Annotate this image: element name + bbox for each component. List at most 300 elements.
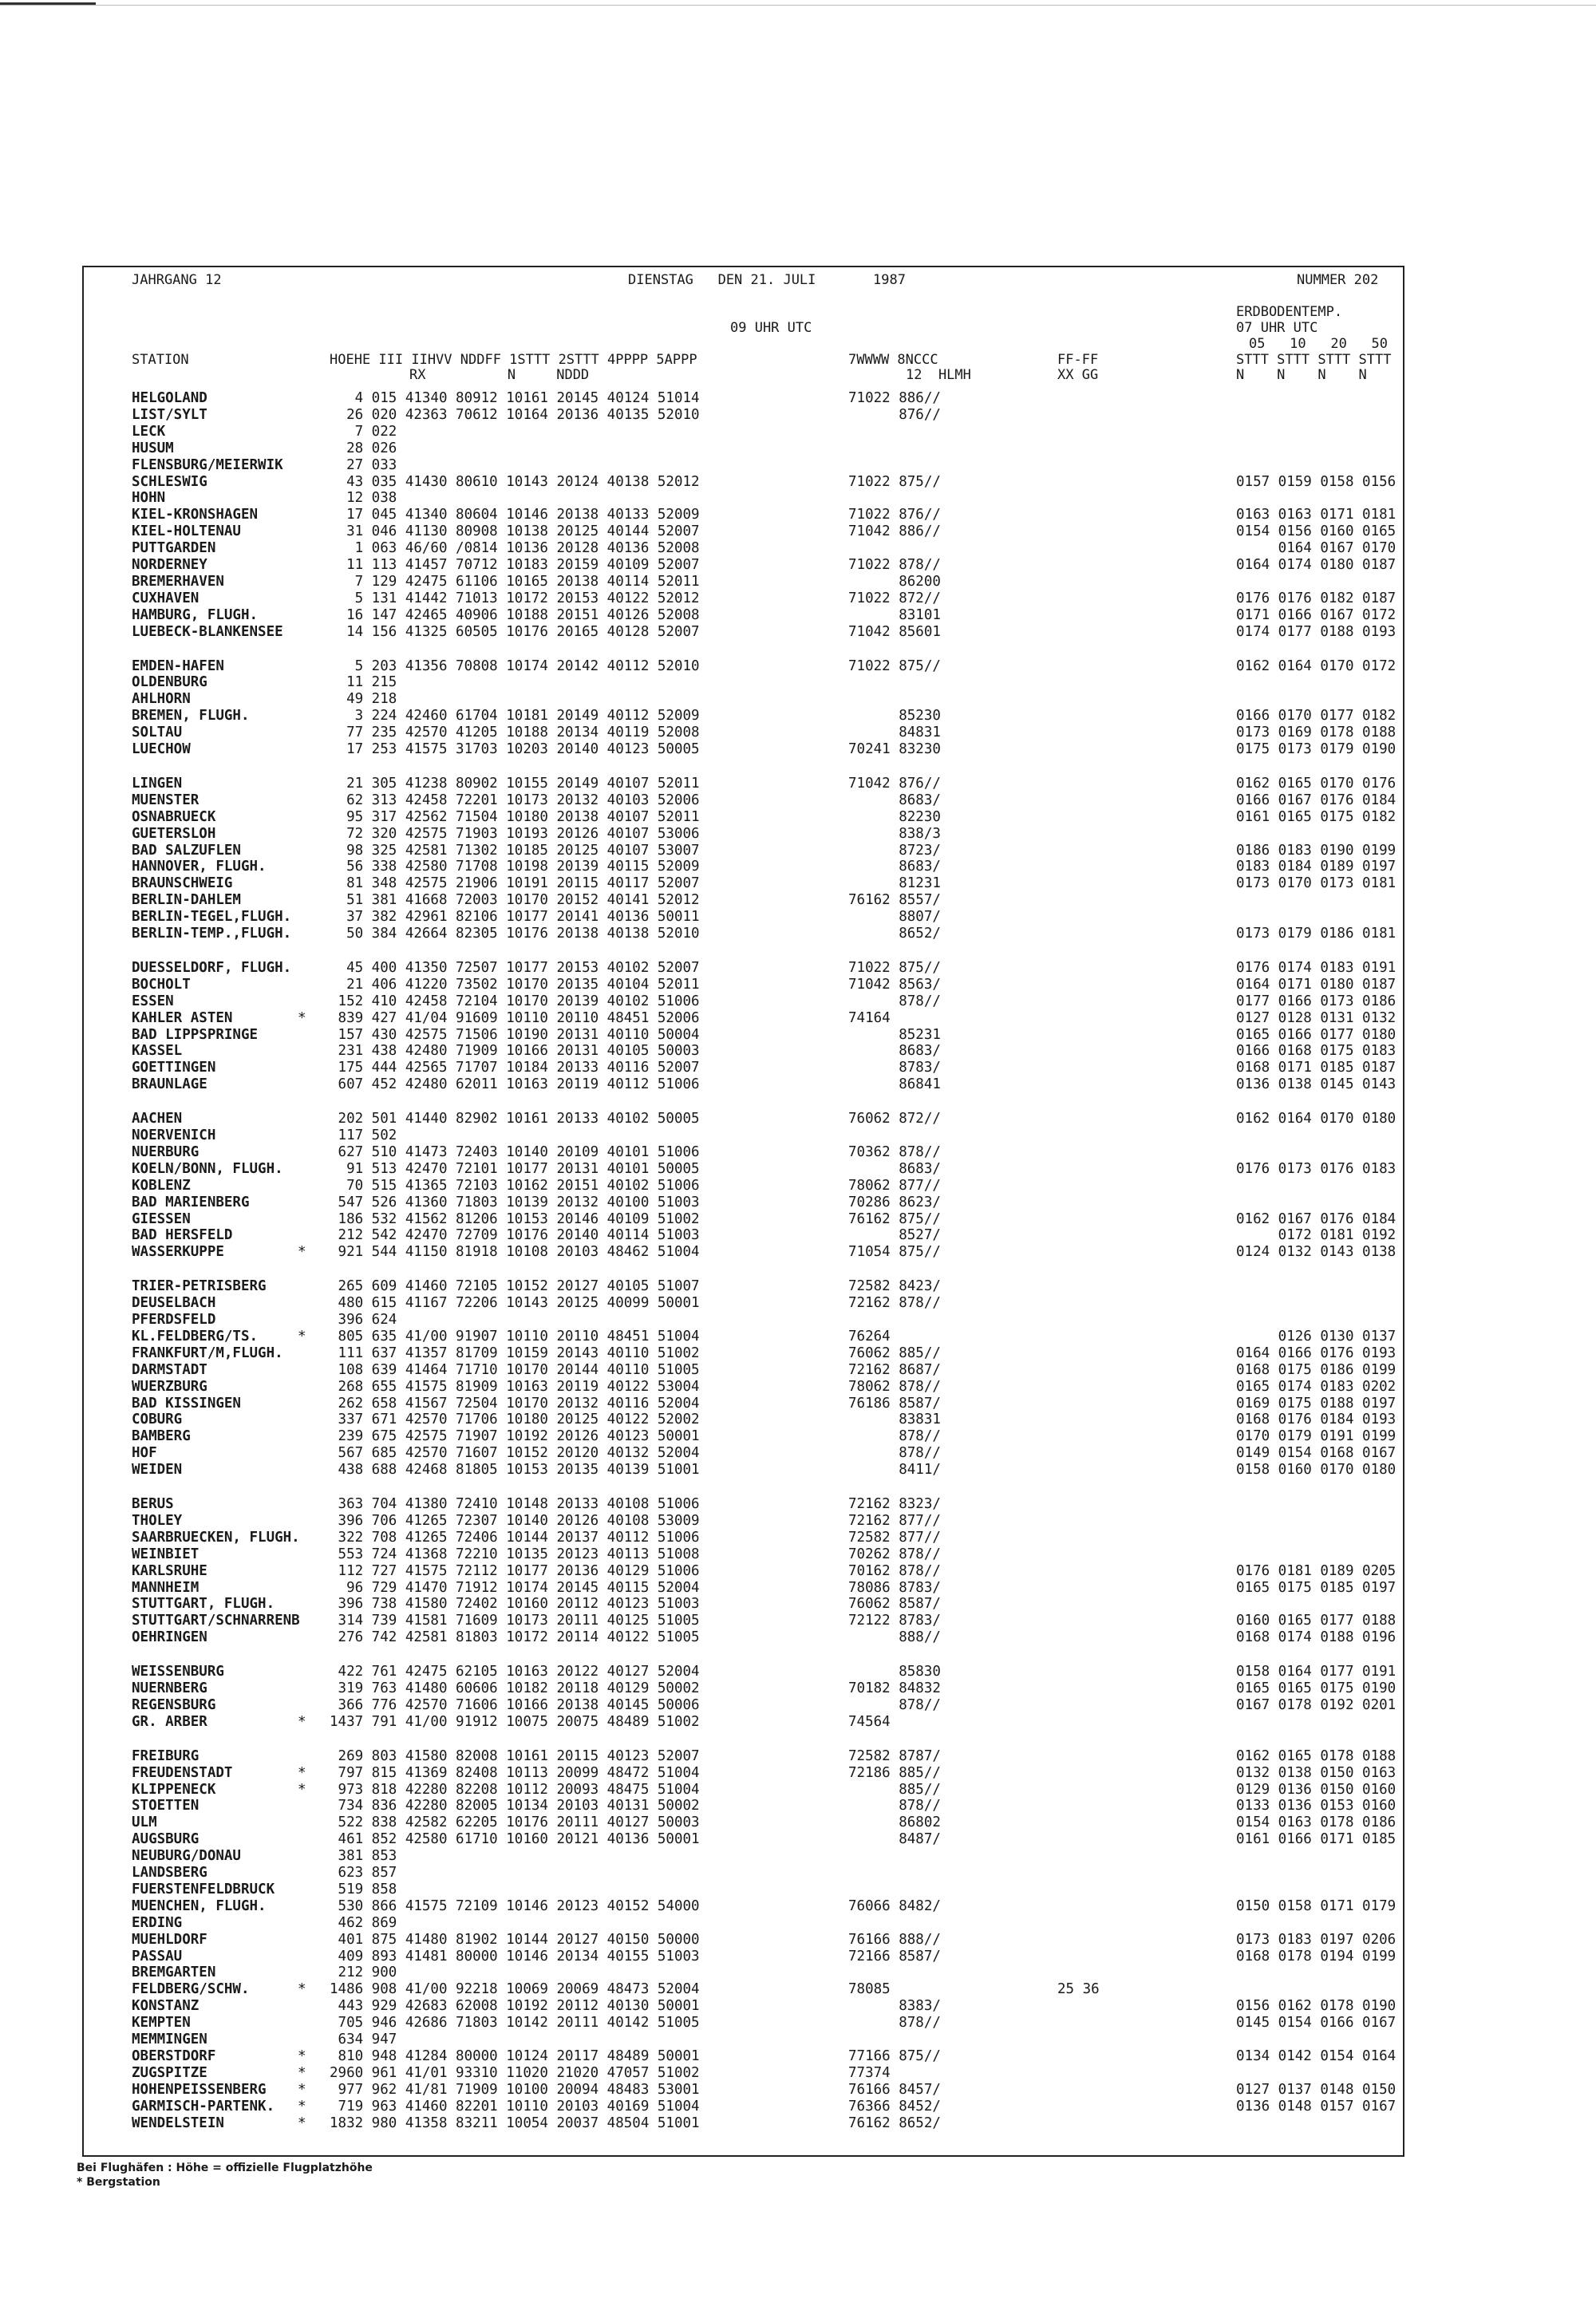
station-name: GUETERSLOH xyxy=(132,825,216,842)
station-name: DEUSELBACH xyxy=(132,1295,216,1312)
soil-temps: 0164 0171 0180 0187 xyxy=(1236,976,1396,993)
soil-temps: 0176 0181 0189 0205 xyxy=(1236,1562,1396,1579)
station-name: MUEHLDORF xyxy=(132,1931,207,1948)
weather-cloud-codes: 885// xyxy=(848,1781,941,1798)
weather-cloud-codes: 8383/ xyxy=(848,1998,941,2015)
station-name: LUEBECK-BLANKENSEE xyxy=(132,623,283,640)
soil-temps: 0167 0178 0192 0201 xyxy=(1236,1696,1396,1713)
weather-cloud-codes: 878// xyxy=(848,1428,941,1445)
station-name: NEUBURG/DONAU xyxy=(132,1848,241,1865)
weather-cloud-codes: 74564 xyxy=(848,1713,891,1730)
station-name: KIEL-KRONSHAGEN xyxy=(132,507,259,523)
station-name: WENDELSTEIN xyxy=(132,2114,224,2131)
weather-cloud-codes: 8683/ xyxy=(848,792,941,808)
obs-codes: 1486 908 41/00 92218 10069 20069 48473 52004 xyxy=(330,1981,700,1998)
col-soil: STTT STTT STTT STTT xyxy=(1236,352,1392,368)
obs-codes: 443 929 42683 62008 10192 20112 40130 50001 xyxy=(330,1998,700,2015)
station-name: KOELN/BONN, FLUGH. xyxy=(132,1160,283,1177)
station-name: OSNABRUECK xyxy=(132,808,216,825)
weather-cloud-codes: 78085 xyxy=(848,1981,891,1998)
obs-codes: 70 515 41365 72103 10162 20151 40102 51006 xyxy=(330,1177,700,1194)
soil-temps: 0165 0174 0183 0202 xyxy=(1236,1378,1396,1395)
soil-temps: 0149 0154 0168 0167 xyxy=(1236,1445,1396,1462)
station-name: OEHRINGEN xyxy=(132,1629,207,1646)
weather-cloud-codes: 70286 8623/ xyxy=(848,1194,941,1210)
station-name: MUENSTER xyxy=(132,792,200,808)
soil-temps: 0124 0132 0143 0138 xyxy=(1236,1244,1396,1261)
station-name: COBURG xyxy=(132,1412,183,1428)
soil-temp-title: ERDBODENTEMP. xyxy=(1236,304,1343,320)
weather-cloud-codes: 71022 875// xyxy=(848,473,941,490)
obs-codes: 607 452 42480 62011 10163 20119 40112 51006 xyxy=(330,1076,700,1093)
station-name: BAD MARIENBERG xyxy=(132,1194,250,1210)
station-name: BAD KISSINGEN xyxy=(132,1395,241,1412)
obs-codes: 2960 961 41/01 93310 11020 21020 47057 51002 xyxy=(330,2064,700,2081)
obs-codes: 5 203 41356 70808 10174 20142 40112 52010 xyxy=(330,657,700,674)
issue-number: NUMMER 202 xyxy=(1297,272,1379,288)
weather-cloud-codes: 72122 8783/ xyxy=(848,1613,941,1629)
weather-cloud-codes: 74164 xyxy=(848,1009,891,1026)
obs-codes: 45 400 41350 72507 10177 20153 40102 52007 xyxy=(330,959,700,976)
soil-temps: 0165 0165 0175 0190 xyxy=(1236,1680,1396,1696)
weather-cloud-codes: 86802 xyxy=(848,1814,941,1831)
obs-codes: 16 147 42465 40906 10188 20151 40126 52008 xyxy=(330,606,700,623)
obs-codes: 157 430 42575 71506 10190 20131 40110 50004 xyxy=(330,1026,700,1043)
weather-cloud-codes: 76162 8557/ xyxy=(848,892,941,909)
weather-cloud-codes: 72162 8323/ xyxy=(848,1496,941,1512)
station-name: WASSERKUPPE xyxy=(132,1244,224,1261)
obs-codes: 21 406 41220 73502 10170 20135 40104 52011 xyxy=(330,976,700,993)
soil-temps: 0158 0160 0170 0180 xyxy=(1236,1462,1396,1479)
station-name: SAARBRUECKEN, FLUGH. xyxy=(132,1529,300,1546)
station-name: BRAUNSCHWEIG xyxy=(132,875,233,892)
soil-temps: 0172 0181 0192 xyxy=(1236,1227,1396,1244)
weather-cloud-codes: 888// xyxy=(848,1629,941,1646)
obs-codes: 112 727 41575 72112 10177 20136 40129 51006 xyxy=(330,1562,700,1579)
weather-cloud-codes: 76186 8587/ xyxy=(848,1395,941,1412)
station-name: EMDEN-HAFEN xyxy=(132,657,224,674)
weather-cloud-codes: 72582 8787/ xyxy=(848,1747,941,1764)
soil-temp-time: 07 UHR UTC xyxy=(1236,320,1318,336)
station-name: TRIER-PETRISBERG xyxy=(132,1278,267,1295)
weather-cloud-codes: 71022 875// xyxy=(848,959,941,976)
obs-codes: 50 384 42664 82305 10176 20138 40138 52010 xyxy=(330,926,700,942)
station-name: MANNHEIM xyxy=(132,1579,200,1596)
obs-codes: 810 948 41284 80000 10124 20117 48489 50001 xyxy=(330,2047,700,2064)
station-name: FREIBURG xyxy=(132,1747,200,1764)
obs-codes: 3 224 42460 61704 10181 20149 40112 52009 xyxy=(330,708,700,725)
weather-cloud-codes: 71042 8563/ xyxy=(848,976,941,993)
obs-codes: 422 761 42475 62105 10163 20122 40127 52004 xyxy=(330,1664,700,1680)
obs-codes: 719 963 41460 82201 10110 20103 40169 51004 xyxy=(330,2098,700,2114)
obs-codes: 839 427 41/04 91609 10110 20110 48451 52006 xyxy=(330,1009,700,1026)
station-name: FLENSBURG/MEIERWIK xyxy=(132,456,283,473)
obs-codes: 438 688 42468 81805 10153 20135 40139 51001 xyxy=(330,1462,700,1479)
gust-values: 25 36 xyxy=(1057,1981,1100,1998)
obs-codes: 43 035 41430 80610 10143 20124 40138 52012 xyxy=(330,473,700,490)
station-name: BREMERHAVEN xyxy=(132,573,224,590)
station-name: LINGEN xyxy=(132,775,183,792)
obs-codes: 805 635 41/00 91907 10110 20110 48451 51004 xyxy=(330,1328,700,1345)
station-name: AACHEN xyxy=(132,1111,183,1127)
col-weather: 7WWWW 8NCCC xyxy=(848,352,938,368)
soil-temps: 0127 0137 0148 0150 xyxy=(1236,2081,1396,2098)
station-name: CUXHAVEN xyxy=(132,590,200,606)
station-name: THOLEY xyxy=(132,1512,183,1529)
weather-cloud-codes: 878// xyxy=(848,2015,941,2032)
obs-codes: 56 338 42580 71708 10198 20139 40115 52009 xyxy=(330,859,700,875)
soil-temps: 0170 0179 0191 0199 xyxy=(1236,1428,1396,1445)
station-name: ERDING xyxy=(132,1914,183,1931)
obs-codes: 627 510 41473 72403 10140 20109 40101 51006 xyxy=(330,1143,700,1160)
col-gusts-sub: XX GG xyxy=(1057,367,1099,383)
obs-codes: 314 739 41581 71609 10173 20111 40125 51005 xyxy=(330,1613,700,1629)
soil-temps: 0156 0162 0178 0190 xyxy=(1236,1998,1396,2015)
weather-cloud-codes: 8487/ xyxy=(848,1831,941,1848)
soil-temps: 0165 0175 0185 0197 xyxy=(1236,1579,1396,1596)
station-name: BAMBERG xyxy=(132,1428,191,1445)
station-name: ZUGSPITZE xyxy=(132,2064,207,2081)
weather-cloud-codes: 86200 xyxy=(848,573,941,590)
mountain-marker: * xyxy=(298,1764,306,1781)
weather-cloud-codes: 70182 84832 xyxy=(848,1680,941,1696)
obs-codes: 62 313 42458 72201 10173 20132 40103 52006 xyxy=(330,792,700,808)
obs-codes: 11 113 41457 70712 10183 20159 40109 52007 xyxy=(330,557,700,573)
station-name: BAD LIPPSPRINGE xyxy=(132,1026,259,1043)
obs-codes: 98 325 42581 71302 10185 20125 40107 53007 xyxy=(330,842,700,859)
weather-cloud-codes: 85231 xyxy=(848,1026,941,1043)
weather-cloud-codes: 78086 8783/ xyxy=(848,1579,941,1596)
soil-temps: 0162 0167 0176 0184 xyxy=(1236,1210,1396,1227)
soil-temps: 0166 0167 0176 0184 xyxy=(1236,792,1396,808)
weather-cloud-codes: 72582 877// xyxy=(848,1529,941,1546)
weather-cloud-codes: 76062 872// xyxy=(848,1111,941,1127)
mountain-marker: * xyxy=(298,2047,306,2064)
obs-codes: 705 946 42686 71803 10142 20111 40142 51005 xyxy=(330,2015,700,2032)
station-name: BERUS xyxy=(132,1496,174,1512)
soil-temps: 0177 0166 0173 0186 xyxy=(1236,993,1396,1009)
weather-cloud-codes: 878// xyxy=(848,1798,941,1814)
obs-codes: 77 235 42570 41205 10188 20134 40119 52008 xyxy=(330,725,700,741)
obs-codes: 202 501 41440 82902 10161 20133 40102 50005 xyxy=(330,1111,700,1127)
weather-cloud-codes: 8683/ xyxy=(848,859,941,875)
obs-codes: 363 704 41380 72410 10148 20133 40108 51006 xyxy=(330,1496,700,1512)
soil-temps: 0166 0170 0177 0182 xyxy=(1236,708,1396,725)
weather-cloud-codes: 72582 8423/ xyxy=(848,1278,941,1295)
station-name: HOHENPEISSENBERG xyxy=(132,2081,267,2098)
obs-codes: 623 857 xyxy=(330,1865,397,1881)
weather-cloud-codes: 8411/ xyxy=(848,1462,941,1479)
obs-codes: 401 875 41480 81902 10144 20127 40150 50000 xyxy=(330,1931,700,1948)
station-name: LUECHOW xyxy=(132,741,191,757)
soil-temps: 0168 0176 0184 0193 xyxy=(1236,1412,1396,1428)
weather-cloud-codes: 76162 8652/ xyxy=(848,2114,941,2131)
station-name: DUESSELDORF, FLUGH. xyxy=(132,959,292,976)
soil-temps: 0165 0166 0177 0180 xyxy=(1236,1026,1396,1043)
obs-codes: 268 655 41575 81909 10163 20119 40122 53004 xyxy=(330,1378,700,1395)
obs-codes: 396 738 41580 72402 10160 20112 40123 51003 xyxy=(330,1596,700,1613)
weather-cloud-codes: 83101 xyxy=(848,606,941,623)
obs-codes: 276 742 42581 81803 10172 20114 40122 51005 xyxy=(330,1629,700,1646)
weather-cloud-codes: 71022 886// xyxy=(848,390,941,406)
station-name: HANNOVER, FLUGH. xyxy=(132,859,267,875)
station-name: WUERZBURG xyxy=(132,1378,207,1395)
footnote-airports: Bei Flughäfen : Höhe = offizielle Flugplatzhöhe xyxy=(77,2162,373,2174)
obs-codes: 72 320 42575 71903 10193 20126 40107 53006 xyxy=(330,825,700,842)
weather-cloud-codes: 838/3 xyxy=(848,825,941,842)
station-name: KONSTANZ xyxy=(132,1998,200,2015)
obs-codes: 634 947 xyxy=(330,2032,397,2047)
weather-cloud-codes: 71022 872// xyxy=(848,590,941,606)
station-name: AUGSBURG xyxy=(132,1831,200,1848)
obs-codes: 239 675 42575 71907 10192 20126 40123 50001 xyxy=(330,1428,700,1445)
soil-temps: 0173 0170 0173 0181 xyxy=(1236,875,1396,892)
obs-codes: 4 015 41340 80912 10161 20145 40124 51014 xyxy=(330,390,700,406)
report-frame xyxy=(82,266,1404,2157)
obs-codes: 14 156 41325 60505 10176 20165 40128 52007 xyxy=(330,623,700,640)
obs-codes: 973 818 42280 82208 10112 20093 48475 51004 xyxy=(330,1781,700,1798)
footnote-mountain: * Bergstation xyxy=(77,2176,160,2189)
soil-temps: 0162 0165 0178 0188 xyxy=(1236,1747,1396,1764)
station-name: FUERSTENFELDBRUCK xyxy=(132,1881,275,1897)
soil-temps: 0150 0158 0171 0179 xyxy=(1236,1897,1396,1914)
obs-codes: 96 729 41470 71912 10174 20145 40115 52004 xyxy=(330,1579,700,1596)
station-name: NUERNBERG xyxy=(132,1680,207,1696)
station-name: SOLTAU xyxy=(132,725,183,741)
obs-codes: 396 624 xyxy=(330,1312,397,1328)
station-name: KL.FELDBERG/TS. xyxy=(132,1328,259,1345)
weather-cloud-codes: 8723/ xyxy=(848,842,941,859)
obs-codes: 175 444 42565 71707 10184 20133 40116 52007 xyxy=(330,1060,700,1076)
obs-codes: 81 348 42575 21906 10191 20115 40117 52007 xyxy=(330,875,700,892)
obs-codes: 212 542 42470 72709 10176 20140 40114 51003 xyxy=(330,1227,700,1244)
soil-temps: 0157 0159 0158 0156 xyxy=(1236,473,1396,490)
soil-temps: 0183 0184 0189 0197 xyxy=(1236,859,1396,875)
obs-codes: 462 869 xyxy=(330,1914,397,1931)
weather-cloud-codes: 876// xyxy=(848,406,941,423)
weather-cloud-codes: 78062 877// xyxy=(848,1177,941,1194)
station-name: BAD SALZUFLEN xyxy=(132,842,241,859)
weather-cloud-codes: 71022 878// xyxy=(848,557,941,573)
weather-cloud-codes: 8527/ xyxy=(848,1227,941,1244)
soil-temps: 0175 0173 0179 0190 xyxy=(1236,741,1396,757)
weather-cloud-codes: 878// xyxy=(848,1696,941,1713)
obs-codes: 17 253 41575 31703 10203 20140 40123 50005 xyxy=(330,741,700,757)
soil-temps: 0164 0167 0170 xyxy=(1236,540,1396,557)
weather-cloud-codes: 78062 878// xyxy=(848,1378,941,1395)
obs-codes: 12 038 xyxy=(330,490,397,507)
obs-codes: 5 131 41442 71013 10172 20153 40122 52012 xyxy=(330,590,700,606)
mountain-marker: * xyxy=(298,1781,306,1798)
obs-codes: 26 020 42363 70612 10164 20136 40135 52010 xyxy=(330,406,700,423)
obs-codes: 977 962 41/81 71909 10100 20094 48483 53001 xyxy=(330,2081,700,2098)
station-name: STUTTGART/SCHNARRENB xyxy=(132,1613,300,1629)
weather-cloud-codes: 76062 8587/ xyxy=(848,1596,941,1613)
soil-temps: 0133 0136 0153 0160 xyxy=(1236,1798,1396,1814)
station-name: NORDERNEY xyxy=(132,557,207,573)
station-name: OBERSTDORF xyxy=(132,2047,216,2064)
station-name: HOF xyxy=(132,1445,157,1462)
obs-time: 09 UHR UTC xyxy=(730,320,812,336)
obs-codes: 519 858 xyxy=(330,1881,397,1897)
soil-temps: 0166 0168 0175 0183 xyxy=(1236,1043,1396,1060)
station-name: BERLIN-DAHLEM xyxy=(132,892,241,909)
soil-temps: 0164 0166 0176 0193 xyxy=(1236,1345,1396,1361)
obs-codes: 31 046 41130 80908 10138 20125 40144 52007 xyxy=(330,523,700,540)
weather-cloud-codes: 8652/ xyxy=(848,926,941,942)
obs-codes: 381 853 xyxy=(330,1848,397,1865)
obs-codes: 7 129 42475 61106 10165 20138 40114 52011 xyxy=(330,573,700,590)
station-name: NUERBURG xyxy=(132,1143,200,1160)
soil-temps: 0134 0142 0154 0164 xyxy=(1236,2047,1396,2064)
obs-codes: 21 305 41238 80902 10155 20149 40107 52011 xyxy=(330,775,700,792)
weather-cloud-codes: 77374 xyxy=(848,2064,891,2081)
obs-codes: 921 544 41150 81918 10108 20103 48462 51004 xyxy=(330,1244,700,1261)
weather-cloud-codes: 70162 878// xyxy=(848,1562,941,1579)
weather-cloud-codes: 71022 875// xyxy=(848,657,941,674)
col-codes: HOEHE III IIHVV NDDFF 1STTT 2STTT 4PPPP 5APPP xyxy=(330,352,697,368)
station-name: FREUDENSTADT xyxy=(132,1764,233,1781)
weather-cloud-codes: 72162 878// xyxy=(848,1295,941,1312)
station-name: BREMEN, FLUGH. xyxy=(132,708,250,725)
soil-temps: 0126 0130 0137 xyxy=(1236,1328,1396,1345)
soil-temps: 0161 0165 0175 0182 xyxy=(1236,808,1396,825)
obs-codes: 11 215 xyxy=(330,674,397,691)
soil-temps: 0127 0128 0131 0132 xyxy=(1236,1009,1396,1026)
mountain-marker: * xyxy=(298,1328,306,1345)
obs-codes: 797 815 41369 82408 10113 20099 48472 51004 xyxy=(330,1764,700,1781)
station-name: AHLHORN xyxy=(132,691,191,708)
soil-temps: 0136 0148 0157 0167 xyxy=(1236,2098,1396,2114)
station-name: KASSEL xyxy=(132,1043,183,1060)
station-name: GR. ARBER xyxy=(132,1713,207,1730)
obs-codes: 480 615 41167 72206 10143 20125 40099 50001 xyxy=(330,1295,700,1312)
soil-temps: 0168 0171 0185 0187 xyxy=(1236,1060,1396,1076)
station-name: REGENSBURG xyxy=(132,1696,216,1713)
station-name: GIESSEN xyxy=(132,1210,191,1227)
obs-codes: 91 513 42470 72101 10177 20131 40101 50005 xyxy=(330,1160,700,1177)
weather-cloud-codes: 85830 xyxy=(848,1664,941,1680)
station-name: ULM xyxy=(132,1814,157,1831)
station-name: HOHN xyxy=(132,490,166,507)
obs-codes: 322 708 41265 72406 10144 20137 40112 51006 xyxy=(330,1529,700,1546)
obs-codes: 49 218 xyxy=(330,691,397,708)
obs-codes: 28 026 xyxy=(330,440,397,456)
soil-temps: 0162 0165 0170 0176 xyxy=(1236,775,1396,792)
mountain-marker: * xyxy=(298,2064,306,2081)
obs-codes: 1832 980 41358 83211 10054 20037 48504 51001 xyxy=(330,2114,700,2131)
soil-temps: 0176 0176 0182 0187 xyxy=(1236,590,1396,606)
soil-temps: 0168 0178 0194 0199 xyxy=(1236,1948,1396,1964)
station-name: KAHLER ASTEN xyxy=(132,1009,233,1026)
station-name: DARMSTADT xyxy=(132,1361,207,1378)
soil-temps: 0174 0177 0188 0193 xyxy=(1236,623,1396,640)
obs-codes: 212 900 xyxy=(330,1964,397,1981)
soil-temps: 0186 0183 0190 0199 xyxy=(1236,842,1396,859)
soil-temps: 0162 0164 0170 0172 xyxy=(1236,657,1396,674)
weather-cloud-codes: 86841 xyxy=(848,1076,941,1093)
weather-cloud-codes: 8807/ xyxy=(848,909,941,926)
obs-codes: 37 382 42961 82106 10177 20141 40136 50011 xyxy=(330,909,700,926)
obs-codes: 409 893 41481 80000 10146 20134 40155 51003 xyxy=(330,1948,700,1964)
station-name: STUTTGART, FLUGH. xyxy=(132,1596,275,1613)
obs-codes: 186 532 41562 81206 10153 20146 40109 51002 xyxy=(330,1210,700,1227)
station-name: BERLIN-TEMP.,FLUGH. xyxy=(132,926,292,942)
obs-codes: 734 836 42280 82005 10134 20103 40131 50002 xyxy=(330,1798,700,1814)
station-name: PFERDSFELD xyxy=(132,1312,216,1328)
station-name: KEMPTEN xyxy=(132,2015,191,2032)
obs-codes: 366 776 42570 71606 10166 20138 40145 50006 xyxy=(330,1696,700,1713)
report-date: DIENSTAG DEN 21. JULI 1987 xyxy=(628,272,906,288)
obs-codes: 7 022 xyxy=(330,423,397,440)
mountain-marker: * xyxy=(298,2114,306,2131)
weather-cloud-codes: 81231 xyxy=(848,875,941,892)
soil-temps: 0173 0169 0178 0188 xyxy=(1236,725,1396,741)
soil-temps: 0132 0138 0150 0163 xyxy=(1236,1764,1396,1781)
obs-codes: 1 063 46/60 /0814 10136 20128 40136 52008 xyxy=(330,540,700,557)
station-name: KLIPPENECK xyxy=(132,1781,216,1798)
station-name: STOETTEN xyxy=(132,1798,200,1814)
soil-temps: 0163 0163 0171 0181 xyxy=(1236,507,1396,523)
obs-codes: 262 658 41567 72504 10170 20132 40116 52004 xyxy=(330,1395,700,1412)
weather-cloud-codes: 72162 877// xyxy=(848,1512,941,1529)
weather-cloud-codes: 76166 8457/ xyxy=(848,2081,941,2098)
soil-temps: 0129 0136 0150 0160 xyxy=(1236,1781,1396,1798)
station-name: WEIDEN xyxy=(132,1462,183,1479)
weather-cloud-codes: 72166 8587/ xyxy=(848,1948,941,1964)
obs-codes: 522 838 42582 62205 10176 20111 40127 50003 xyxy=(330,1814,700,1831)
col-weather-sub: 12 HLMH xyxy=(906,367,971,383)
obs-codes: 108 639 41464 71710 10170 20144 40110 51005 xyxy=(330,1361,700,1378)
soil-temps: 0168 0175 0186 0199 xyxy=(1236,1361,1396,1378)
station-name: WEISSENBURG xyxy=(132,1664,224,1680)
mountain-marker: * xyxy=(298,2098,306,2114)
station-name: HAMBURG, FLUGH. xyxy=(132,606,259,623)
obs-codes: 567 685 42570 71607 10152 20120 40132 52004 xyxy=(330,1445,700,1462)
weather-cloud-codes: 8683/ xyxy=(848,1043,941,1060)
soil-temps: 0158 0164 0177 0191 xyxy=(1236,1664,1396,1680)
station-name: NOERVENICH xyxy=(132,1127,216,1143)
station-name: LANDSBERG xyxy=(132,1865,207,1881)
weather-cloud-codes: 71042 886// xyxy=(848,523,941,540)
page-edge-rule xyxy=(0,5,1596,6)
soil-temps: 0176 0173 0176 0183 xyxy=(1236,1160,1396,1177)
soil-temps: 0164 0174 0180 0187 xyxy=(1236,557,1396,573)
volume-label: JAHRGANG 12 xyxy=(132,272,222,288)
station-name: SCHLESWIG xyxy=(132,473,207,490)
soil-temps: 0136 0138 0145 0143 xyxy=(1236,1076,1396,1093)
station-name: WEINBIET xyxy=(132,1546,200,1562)
station-name: HELGOLAND xyxy=(132,390,207,406)
weather-cloud-codes: 82230 xyxy=(848,808,941,825)
weather-cloud-codes: 76062 885// xyxy=(848,1345,941,1361)
soil-temps: 0162 0164 0170 0180 xyxy=(1236,1111,1396,1127)
weather-cloud-codes: 71022 876// xyxy=(848,507,941,523)
obs-codes: 337 671 42570 71706 10180 20125 40122 52002 xyxy=(330,1412,700,1428)
station-name: MEMMINGEN xyxy=(132,2032,207,2047)
station-name: PASSAU xyxy=(132,1948,183,1964)
weather-cloud-codes: 8783/ xyxy=(848,1060,941,1076)
soil-temps: 0160 0165 0177 0188 xyxy=(1236,1613,1396,1629)
weather-cloud-codes: 71042 876// xyxy=(848,775,941,792)
obs-codes: 396 706 41265 72307 10140 20126 40108 53009 xyxy=(330,1512,700,1529)
weather-cloud-codes: 76366 8452/ xyxy=(848,2098,941,2114)
mountain-marker: * xyxy=(298,1981,306,1998)
obs-codes: 265 609 41460 72105 10152 20127 40105 51007 xyxy=(330,1278,700,1295)
weather-cloud-codes: 76264 xyxy=(848,1328,891,1345)
obs-codes: 553 724 41368 72210 10135 20123 40113 51008 xyxy=(330,1546,700,1562)
obs-codes: 152 410 42458 72104 10170 20139 40102 51006 xyxy=(330,993,700,1009)
